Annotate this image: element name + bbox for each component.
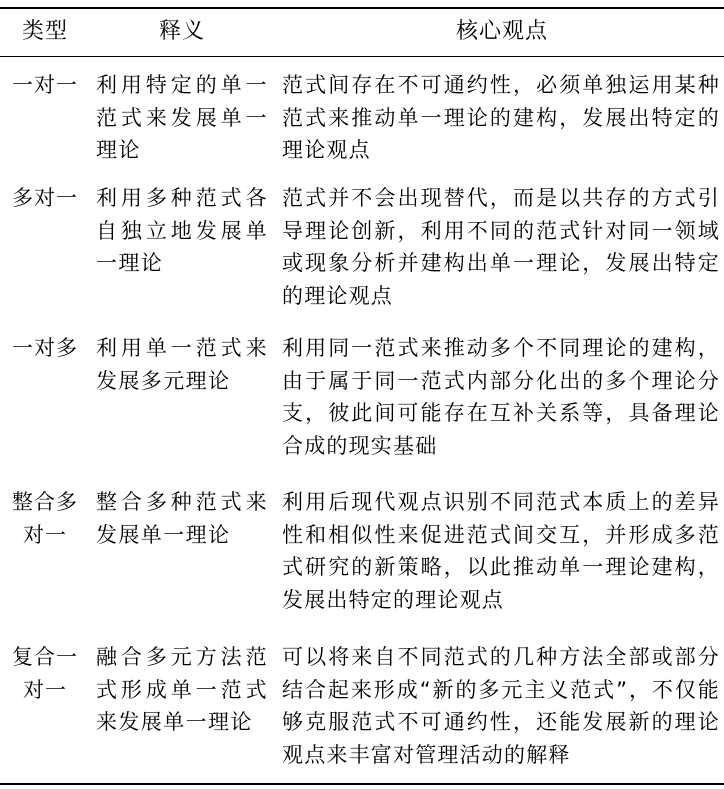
row-5-type: 复合一对一 — [12, 645, 78, 702]
table-header-rule — [0, 56, 724, 57]
row-1-definition: 利用特定的单一范式来发展单一理论 — [96, 73, 268, 162]
row-1-core-view: 范式间存在不可通约性，必须单独运用某种范式来推动单一理论的建构，发展出特定的理论观点 — [282, 73, 720, 162]
row-3-core-view: 利用同一范式来推动多个不同理论的建构，由于属于同一范式内部分化出的多个理论分支，彼此间可能存在互补关系等，具备理论合成的现实基础 — [282, 336, 720, 458]
row-2-definition: 利用多种范式各自独立地发展单一理论 — [96, 186, 268, 275]
header-type: 类型 — [21, 19, 68, 44]
row-4-core-view: 利用后现代观点识别不同范式本质上的差异性和相似性来促进范式间交互，并形成多范式研究的新策略，以此推动单一理论建构，发展出特定的理论观点 — [282, 490, 720, 612]
row-3-type: 一对多 — [12, 336, 78, 360]
row-4-type: 整合多对一 — [12, 490, 78, 547]
table-top-rule — [0, 7, 724, 9]
header-core-view: 核心观点 — [455, 19, 548, 44]
row-1-type: 一对一 — [12, 73, 78, 97]
row-4-definition: 整合多种范式来发展单一理论 — [96, 490, 268, 547]
table-bottom-rule — [0, 783, 724, 785]
row-5-definition: 融合多元方法范式形成单一范式来发展单一理论 — [96, 645, 268, 734]
header-definition: 释义 — [158, 19, 205, 44]
row-5-core-view: 可以将来自不同范式的几种方法全部或部分结合起来形成“新的多元主义范式”，不仅能够克服范式不可通约性，还能发展新的理论观点来丰富对管理活动的解释 — [282, 645, 720, 767]
row-2-type: 多对一 — [12, 186, 78, 210]
row-2-core-view: 范式并不会出现替代，而是以共存的方式引导理论创新，利用不同的范式针对同一领域或现象分析并建构出单一理论，发展出特定的理论观点 — [282, 186, 720, 308]
row-3-definition: 利用单一范式来发展多元理论 — [96, 336, 268, 393]
